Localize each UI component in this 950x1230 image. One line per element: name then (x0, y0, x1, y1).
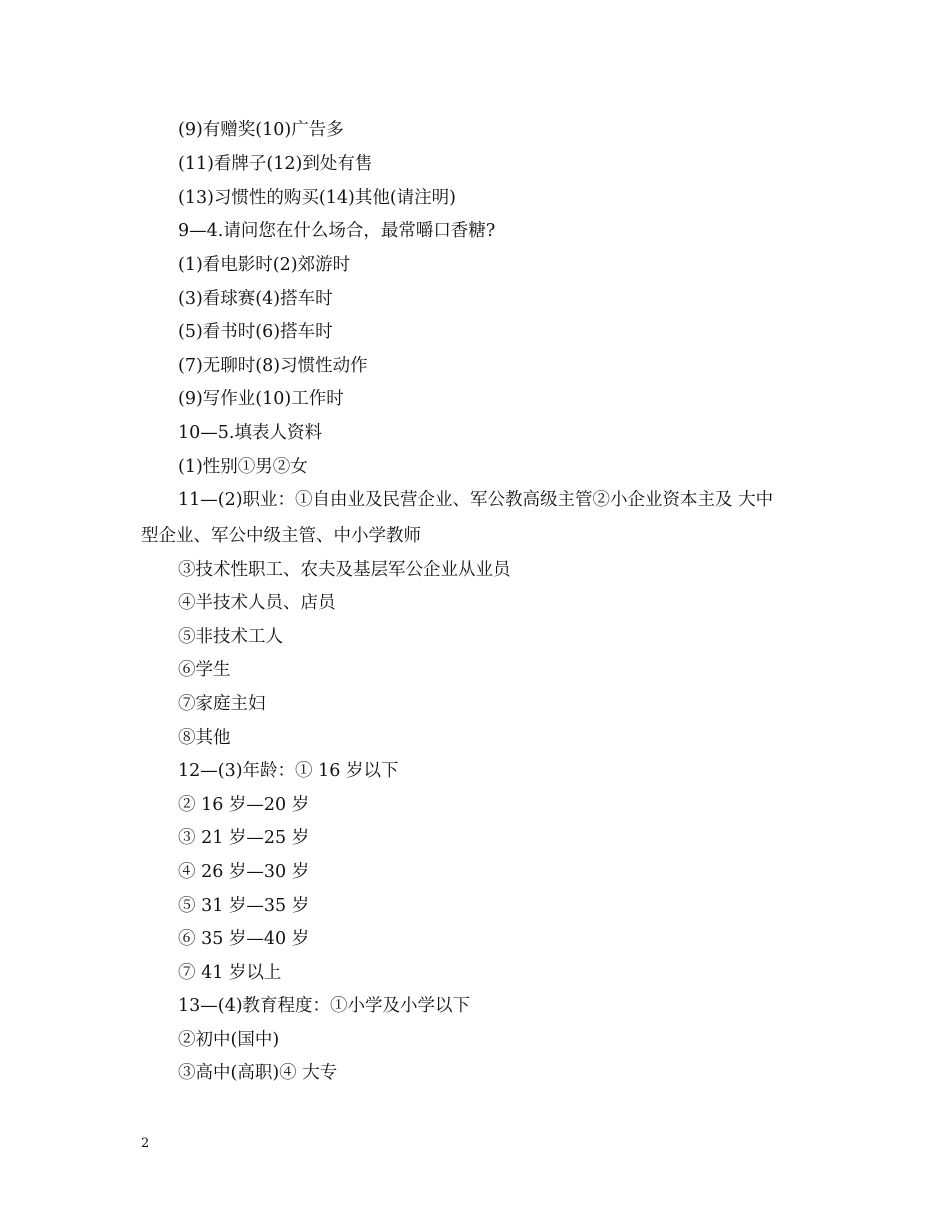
text-line: 9—4.请问您在什么场合，最常嚼口香糖? (178, 221, 496, 241)
text-line: ③技术性职工、农夫及基层军公企业从业员 (178, 560, 511, 580)
text-line: ⑤非技术工人 (178, 627, 283, 647)
text-line: ④半技术人员、店员 (178, 593, 336, 613)
text-line: (11)看牌子(12)到处有售 (178, 154, 373, 174)
text-line: (9)有赠奖(10)广告多 (178, 120, 344, 140)
text-line: ⑥ 35 岁—40 岁 (178, 929, 310, 949)
text-line: ② 16 岁—20 岁 (178, 795, 310, 815)
text-line: ⑥学生 (178, 660, 231, 680)
text-line: 12—(3)年龄：① 16 岁以下 (178, 761, 399, 781)
text-line: (1)性别①男②女 (178, 457, 308, 477)
text-line: (7)无聊时(8)习惯性动作 (178, 356, 368, 376)
text-line: 13—(4)教育程度：①小学及小学以下 (178, 996, 471, 1016)
text-line: ③ 21 岁—25 岁 (178, 828, 310, 848)
text-line: (9)写作业(10)工作时 (178, 389, 344, 409)
text-line: (3)看球赛(4)搭车时 (178, 289, 333, 309)
text-line: 型企业、军公中级主管、中小学教师 (141, 526, 421, 546)
text-line: ⑤ 31 岁—35 岁 (178, 896, 310, 916)
text-line: 11—(2)职业：①自由业及民营企业、军公教高级主管②小企业资本主及 大中 (178, 490, 774, 510)
text-line: ④ 26 岁—30 岁 (178, 862, 310, 882)
text-line: 10—5.填表人资料 (178, 423, 322, 443)
text-line: ⑦家庭主妇 (178, 694, 266, 714)
text-line: (1)看电影时(2)郊游时 (178, 255, 351, 275)
text-line: ③高中(高职)④ 大专 (178, 1063, 338, 1083)
text-line: (5)看书时(6)搭车时 (178, 322, 333, 342)
text-line: (13)习惯性的购买(14)其他(请注明) (178, 188, 456, 208)
text-line: ⑧其他 (178, 728, 231, 748)
text-line: ②初中(国中) (178, 1030, 280, 1050)
page-number: 2 (141, 1136, 150, 1151)
text-line: ⑦ 41 岁以上 (178, 963, 282, 983)
